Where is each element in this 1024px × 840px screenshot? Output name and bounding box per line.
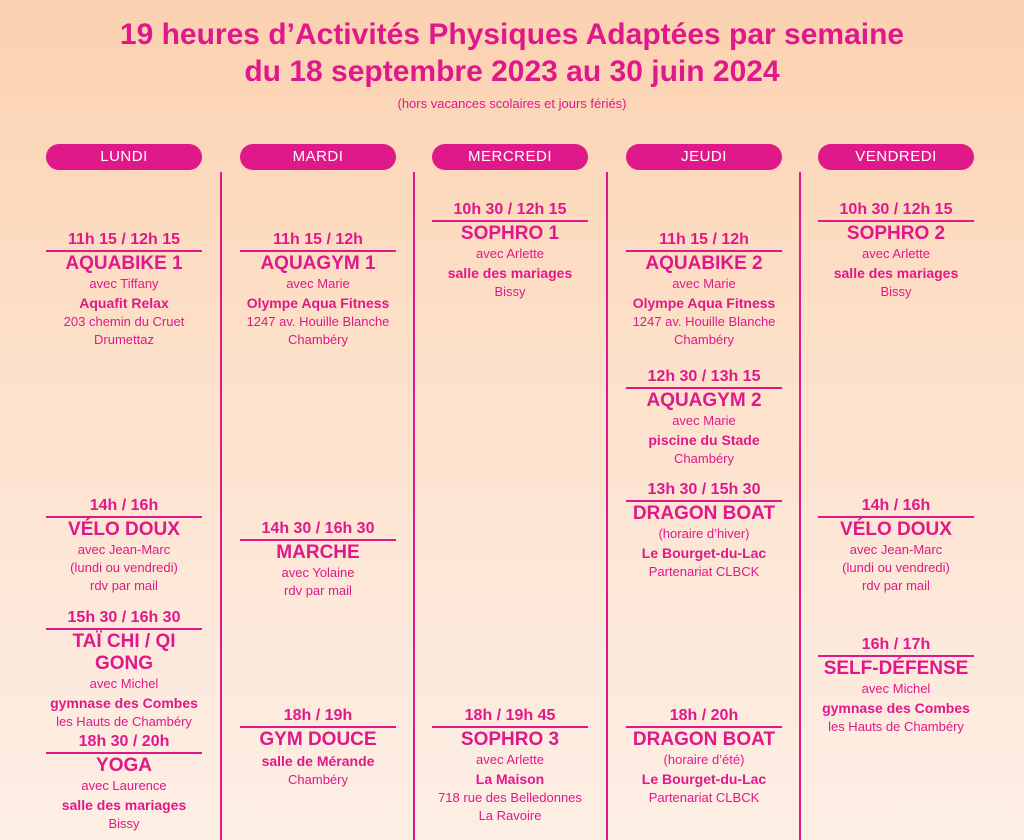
activity-name: AQUABIKE 2 bbox=[645, 253, 763, 274]
activity-city: La Ravoire bbox=[478, 808, 542, 823]
activity-note: rdv par mail bbox=[862, 578, 930, 593]
activity-name: TAÏ CHI / QI GONG bbox=[72, 631, 176, 674]
activity-coach: avec Jean-Marc bbox=[77, 542, 171, 557]
day-header-lundi: LUNDI bbox=[46, 144, 202, 170]
activity-coach: avec Marie bbox=[672, 276, 736, 291]
activity-name: SOPHRO 1 bbox=[460, 223, 560, 244]
activity-velo-doux-vendredi bbox=[818, 497, 974, 595]
activity-sophro-1 bbox=[432, 201, 588, 301]
date-range: du 18 septembre 2023 au 30 juin 2024 bbox=[244, 55, 780, 88]
activity-time: 14h 30 / 16h 30 bbox=[240, 520, 396, 541]
activity-coach: avec Jean-Marc bbox=[849, 542, 943, 557]
activity-coach: avec Arlette bbox=[476, 246, 544, 261]
activity-note: (lundi ou vendredi) bbox=[842, 560, 950, 575]
activity-coach: avec Yolaine bbox=[281, 565, 355, 580]
page-title: 19 heures d’Activités Physiques Adaptées par semaine bbox=[119, 18, 905, 51]
activity-partner: Partenariat CLBCK bbox=[648, 790, 760, 805]
activity-coach: avec Michel bbox=[89, 676, 159, 691]
activity-note: (lundi ou vendredi) bbox=[70, 560, 178, 575]
activity-city: Bissy bbox=[108, 816, 140, 831]
activity-sophro-2 bbox=[818, 201, 974, 301]
activity-city: Chambéry bbox=[674, 451, 734, 466]
activity-name: YOGA bbox=[96, 755, 152, 776]
activity-coach: avec Arlette bbox=[476, 752, 544, 767]
activity-venue: piscine du Stade bbox=[648, 432, 760, 448]
activity-address: 1247 av. Houille Blanche bbox=[632, 314, 776, 329]
activity-name: AQUABIKE 1 bbox=[65, 253, 183, 274]
activity-city: Drumettaz bbox=[94, 332, 154, 347]
activity-note: rdv par mail bbox=[90, 578, 158, 593]
day-header-mercredi: MERCREDI bbox=[432, 144, 588, 170]
day-header-jeudi: JEUDI bbox=[626, 144, 782, 170]
activity-city: les Hauts de Chambéry bbox=[828, 719, 964, 734]
activity-yoga bbox=[46, 733, 202, 833]
activity-time: 14h / 16h bbox=[818, 497, 974, 518]
activity-name: VÉLO DOUX bbox=[68, 519, 180, 540]
activity-name: SOPHRO 3 bbox=[460, 729, 560, 750]
activity-name: AQUAGYM 2 bbox=[646, 390, 762, 411]
activity-time: 11h 15 / 12h 15 bbox=[46, 231, 202, 252]
activity-name: SOPHRO 2 bbox=[846, 223, 946, 244]
activity-sophro-3 bbox=[432, 707, 588, 825]
activity-dragon-boat-summer bbox=[626, 707, 782, 807]
activity-name: MARCHE bbox=[276, 542, 360, 563]
activity-aquagym-2 bbox=[626, 368, 782, 468]
activity-coach: avec Laurence bbox=[81, 778, 167, 793]
activity-note: rdv par mail bbox=[284, 583, 352, 598]
activity-venue: salle des mariages bbox=[447, 265, 573, 281]
activity-time: 11h 15 / 12h bbox=[240, 231, 396, 252]
column-divider bbox=[220, 172, 222, 840]
activity-time: 18h 30 / 20h bbox=[46, 733, 202, 754]
activity-venue: Olympe Aqua Fitness bbox=[246, 295, 390, 311]
activity-address: 1247 av. Houille Blanche bbox=[246, 314, 390, 329]
activity-time: 10h 30 / 12h 15 bbox=[818, 201, 974, 222]
activity-self-defense bbox=[818, 636, 974, 736]
activity-venue: Le Bourget-du-Lac bbox=[641, 771, 767, 787]
activity-venue: Olympe Aqua Fitness bbox=[632, 295, 776, 311]
activity-time: 15h 30 / 16h 30 bbox=[46, 609, 202, 630]
activity-coach: avec Tiffany bbox=[89, 276, 159, 291]
activity-venue: Le Bourget-du-Lac bbox=[641, 545, 767, 561]
activity-time: 12h 30 / 13h 15 bbox=[626, 368, 782, 389]
activity-name: AQUAGYM 1 bbox=[260, 253, 376, 274]
activity-time: 14h / 16h bbox=[46, 497, 202, 518]
day-header-vendredi: VENDREDI bbox=[818, 144, 974, 170]
activity-venue: La Maison bbox=[475, 771, 545, 787]
column-divider bbox=[413, 172, 415, 840]
activity-name: SELF-DÉFENSE bbox=[823, 658, 969, 679]
activity-name: VÉLO DOUX bbox=[840, 519, 952, 540]
activity-city: Bissy bbox=[494, 284, 526, 299]
activity-coach: avec Marie bbox=[286, 276, 350, 291]
activity-city: Chambéry bbox=[288, 332, 348, 347]
day-header-mardi: MARDI bbox=[240, 144, 396, 170]
activity-time: 16h / 17h bbox=[818, 636, 974, 657]
activity-aquagym-1 bbox=[240, 231, 396, 349]
activity-tai-chi bbox=[46, 609, 202, 731]
activity-city: les Hauts de Chambéry bbox=[56, 714, 192, 729]
activity-time: 13h 30 / 15h 30 bbox=[626, 481, 782, 502]
activity-time: 18h / 19h 45 bbox=[432, 707, 588, 728]
activity-coach: avec Marie bbox=[672, 413, 736, 428]
activity-address: 203 chemin du Cruet bbox=[63, 314, 185, 329]
column-divider bbox=[799, 172, 801, 840]
activity-dragon-boat-winter bbox=[626, 481, 782, 581]
activity-schedule-note: (horaire d’été) bbox=[663, 752, 745, 767]
activity-time: 18h / 20h bbox=[626, 707, 782, 728]
activity-name: DRAGON BOAT bbox=[632, 729, 776, 750]
activity-address: 718 rue des Belledonnes bbox=[438, 790, 582, 805]
activity-aquabike-1 bbox=[46, 231, 202, 349]
activity-name: GYM DOUCE bbox=[259, 729, 377, 750]
activity-velo-doux bbox=[46, 497, 202, 595]
activity-city: Chambéry bbox=[288, 772, 348, 787]
subtitle-note: (hors vacances scolaires et jours fériés) bbox=[397, 96, 627, 111]
activity-coach: avec Michel bbox=[861, 681, 931, 696]
activity-venue: gymnase des Combes bbox=[50, 695, 198, 711]
activity-venue: salle des mariages bbox=[833, 265, 959, 281]
activity-venue: Aquafit Relax bbox=[79, 295, 169, 311]
activity-marche bbox=[240, 520, 396, 600]
activity-time: 10h 30 / 12h 15 bbox=[432, 201, 588, 222]
activity-venue: salle des mariages bbox=[61, 797, 187, 813]
activity-venue: salle de Mérande bbox=[261, 753, 375, 769]
activity-time: 11h 15 / 12h bbox=[626, 231, 782, 252]
activity-aquabike-2 bbox=[626, 231, 782, 349]
activity-name: DRAGON BOAT bbox=[632, 503, 776, 524]
activity-partner: Partenariat CLBCK bbox=[648, 564, 760, 579]
activity-city: Chambéry bbox=[674, 332, 734, 347]
activity-schedule-note: (horaire d’hiver) bbox=[658, 526, 750, 541]
activity-gym-douce bbox=[240, 707, 396, 789]
column-divider bbox=[606, 172, 608, 840]
activity-city: Bissy bbox=[880, 284, 912, 299]
activity-coach: avec Arlette bbox=[862, 246, 930, 261]
activity-venue: gymnase des Combes bbox=[822, 700, 970, 716]
activity-time: 18h / 19h bbox=[240, 707, 396, 728]
